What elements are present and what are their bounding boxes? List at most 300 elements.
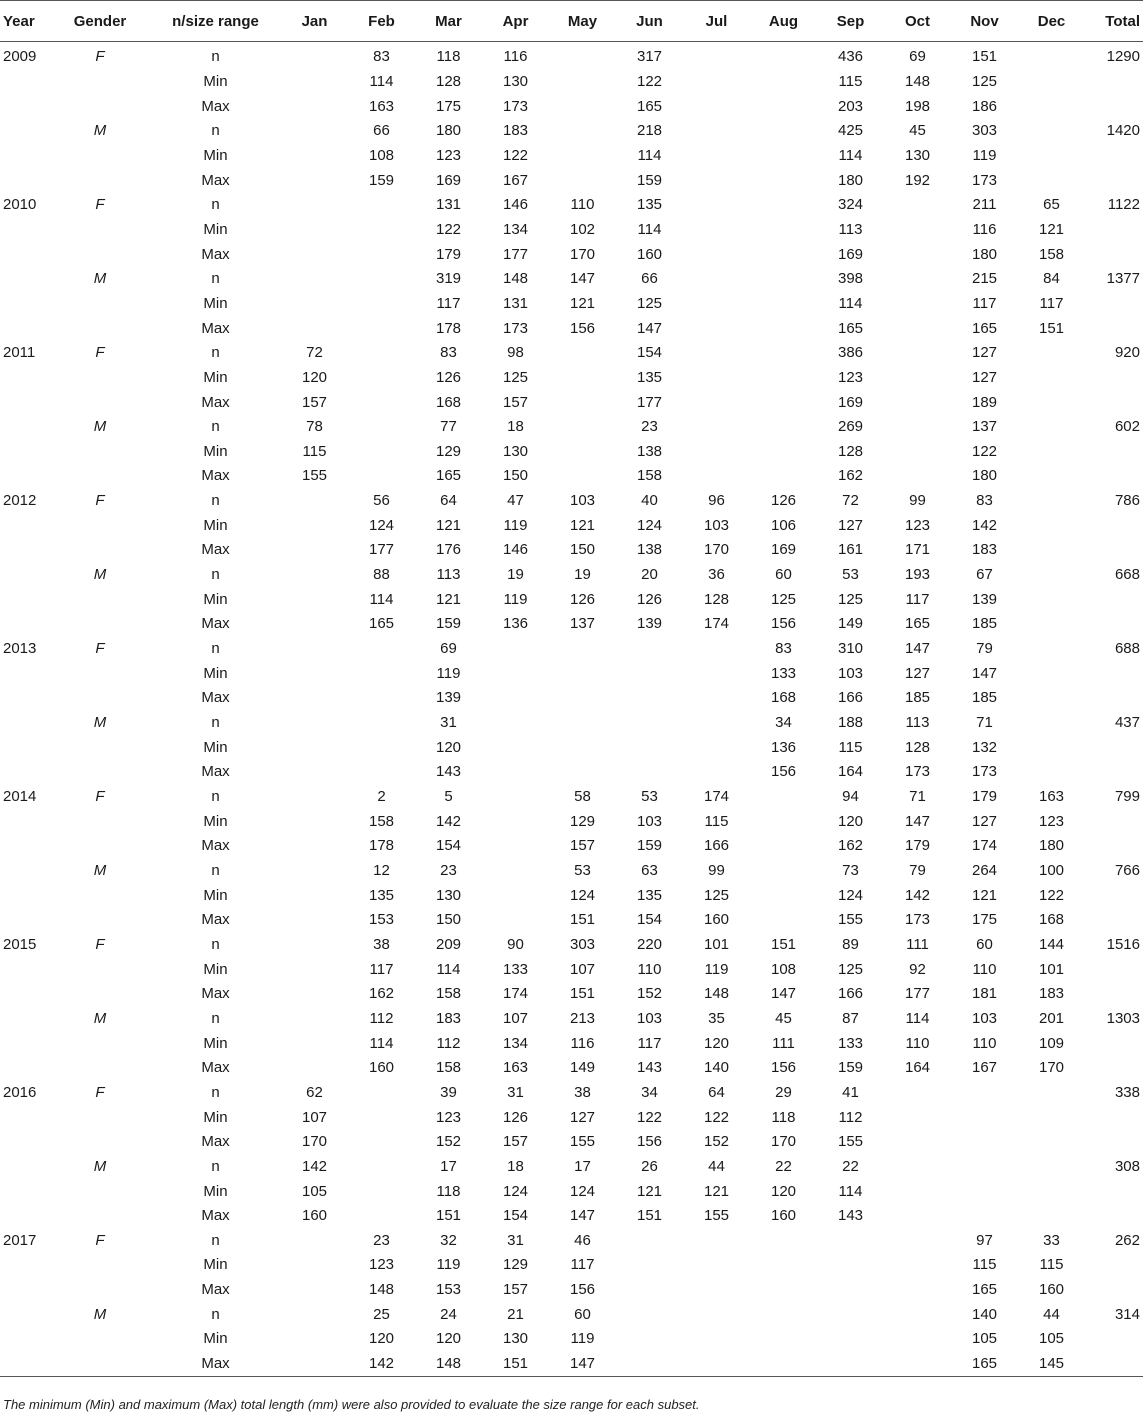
value-cell: 177 (636, 393, 663, 411)
value-cell (750, 415, 817, 440)
value-cell: 112 (838, 1108, 863, 1126)
column-header: Jan (281, 1, 348, 42)
value-cell (951, 1155, 1018, 1180)
value-cell: 19 (507, 566, 524, 584)
total-cell (1085, 809, 1143, 834)
value-cell: 103 (569, 492, 596, 510)
year-cell (0, 957, 50, 982)
value-cell: 44 (1043, 1305, 1060, 1323)
value-cell (549, 415, 616, 440)
value-cell: 183 (502, 122, 529, 140)
value-cell (750, 218, 817, 243)
value-cell: 142 (971, 516, 998, 534)
table-row (0, 1179, 1143, 1204)
value-cell: 167 (502, 171, 529, 189)
table-row (0, 785, 1143, 810)
gender-cell (50, 538, 150, 563)
column-header: Feb (348, 1, 415, 42)
total-cell (1085, 760, 1143, 785)
value-cell: 174 (703, 615, 730, 633)
table-row (0, 834, 1143, 859)
table-row (0, 587, 1143, 612)
value-cell (482, 908, 549, 933)
value-cell: 71 (909, 788, 926, 806)
total-cell (1085, 94, 1143, 119)
value-cell: 146 (502, 541, 529, 559)
value-cell: 106 (770, 516, 797, 534)
value-cell: 127 (904, 664, 931, 682)
value-cell: 156 (569, 319, 596, 337)
value-cell (1018, 563, 1085, 588)
value-cell: 178 (368, 837, 395, 855)
value-cell: 147 (569, 1207, 596, 1225)
value-cell (683, 1352, 750, 1377)
value-cell (616, 735, 683, 760)
value-cell: 125 (502, 368, 529, 386)
value-cell: 39 (440, 1083, 457, 1101)
value-cell (281, 1007, 348, 1032)
year-cell (0, 1007, 50, 1032)
gender-cell: F (95, 344, 105, 362)
value-cell: 114 (369, 590, 394, 608)
value-cell: 135 (368, 886, 395, 904)
value-cell: 26 (641, 1157, 658, 1175)
value-cell: 186 (971, 97, 998, 115)
total-cell (1085, 292, 1143, 317)
value-cell: 131 (435, 196, 462, 214)
value-cell: 166 (837, 985, 864, 1003)
value-cell: 123 (1038, 812, 1065, 830)
value-cell: 188 (837, 714, 864, 732)
value-cell (281, 957, 348, 982)
measure-cell: Min (203, 1034, 228, 1052)
gender-cell (50, 168, 150, 193)
table-row (0, 760, 1143, 785)
value-cell: 178 (435, 319, 462, 337)
value-cell: 110 (972, 1034, 997, 1052)
column-header: May (549, 1, 616, 42)
gender-cell: F (95, 788, 105, 806)
table-row (0, 711, 1143, 736)
value-cell: 114 (905, 1009, 930, 1027)
value-cell: 29 (775, 1083, 792, 1101)
value-cell (683, 415, 750, 440)
value-cell: 148 (703, 985, 730, 1003)
value-cell: 128 (837, 442, 864, 460)
value-cell: 154 (435, 837, 462, 855)
year-cell (0, 513, 50, 538)
value-cell: 143 (837, 1207, 864, 1225)
value-cell: 130 (502, 1330, 529, 1348)
total-cell: 338 (1114, 1083, 1140, 1101)
value-cell: 154 (636, 344, 663, 362)
value-cell (884, 366, 951, 391)
gender-cell (50, 809, 150, 834)
year-cell (0, 94, 50, 119)
year-cell (0, 464, 50, 489)
table-row (0, 1007, 1143, 1032)
value-cell: 203 (837, 97, 864, 115)
value-cell: 105 (301, 1182, 328, 1200)
year-cell (0, 711, 50, 736)
value-cell (482, 760, 549, 785)
value-cell: 174 (971, 837, 998, 855)
table-row (0, 144, 1143, 169)
value-cell (482, 883, 549, 908)
table-row (0, 193, 1143, 218)
value-cell (683, 119, 750, 144)
value-cell (281, 489, 348, 514)
value-cell: 156 (770, 763, 797, 781)
value-cell (1018, 440, 1085, 465)
value-cell: 140 (703, 1059, 730, 1077)
table-row (0, 1327, 1143, 1352)
value-cell: 124 (502, 1182, 529, 1200)
column-header: Dec (1018, 1, 1085, 42)
value-cell: 173 (502, 319, 529, 337)
year-cell: 2014 (3, 788, 37, 806)
value-cell: 161 (837, 541, 864, 559)
total-cell: 1290 (1106, 48, 1140, 66)
gender-cell (50, 1179, 150, 1204)
value-cell: 72 (306, 344, 323, 362)
value-cell: 145 (1018, 1352, 1085, 1377)
value-cell (348, 1081, 415, 1106)
value-cell: 160 (368, 1059, 395, 1077)
value-cell: 147 (904, 812, 931, 830)
year-cell (0, 316, 50, 341)
value-cell: 185 (904, 689, 931, 707)
value-cell (281, 834, 348, 859)
value-cell: 58 (574, 788, 591, 806)
value-cell (683, 193, 750, 218)
value-cell (884, 390, 951, 415)
year-cell: 2010 (3, 196, 37, 214)
value-cell: 112 (369, 1009, 394, 1027)
table-row (0, 415, 1143, 440)
value-cell: 89 (842, 935, 859, 953)
table-row (0, 1253, 1143, 1278)
year-cell (0, 1056, 50, 1081)
value-cell (281, 563, 348, 588)
year-cell (0, 563, 50, 588)
value-cell (616, 686, 683, 711)
total-cell: 766 (1114, 861, 1140, 879)
value-cell (281, 859, 348, 884)
value-cell (281, 218, 348, 243)
gender-cell (50, 1278, 150, 1303)
value-cell: 139 (435, 689, 462, 707)
value-cell: 158 (435, 985, 462, 1003)
value-cell (750, 119, 817, 144)
total-cell (1085, 1352, 1143, 1377)
value-cell: 121 (435, 516, 462, 534)
total-cell (1085, 1056, 1143, 1081)
value-cell: 122 (435, 220, 462, 238)
value-cell: 120 (770, 1182, 797, 1200)
value-cell: 117 (972, 294, 997, 312)
value-cell: 163 (368, 97, 395, 115)
value-cell: 149 (837, 615, 864, 633)
value-cell: 110 (637, 960, 662, 978)
column-header: Jun (616, 1, 683, 42)
value-cell: 83 (440, 344, 457, 362)
value-cell (683, 711, 750, 736)
measure-cell: Max (201, 1207, 230, 1225)
value-cell (281, 908, 348, 933)
value-cell (884, 316, 951, 341)
total-cell (1085, 440, 1143, 465)
value-cell (750, 464, 817, 489)
value-cell: 72 (842, 492, 859, 510)
value-cell: 218 (636, 122, 663, 140)
measure-cell: Min (203, 960, 228, 978)
table-row (0, 1352, 1143, 1377)
value-cell: 142 (301, 1157, 328, 1175)
value-cell: 158 (1038, 245, 1065, 263)
value-cell (616, 1352, 683, 1377)
measure-cell: n (211, 48, 220, 66)
value-cell (1018, 661, 1085, 686)
year-cell (0, 908, 50, 933)
gender-cell: M (93, 861, 107, 879)
value-cell: 60 (574, 1305, 591, 1323)
gender-cell: F (95, 640, 105, 658)
column-header: Mar (415, 1, 482, 42)
total-cell (1085, 168, 1143, 193)
value-cell: 114 (637, 146, 662, 164)
value-cell: 69 (909, 48, 926, 66)
value-cell (616, 637, 683, 662)
value-cell (951, 1179, 1018, 1204)
value-cell (750, 168, 817, 193)
value-cell: 169 (837, 393, 864, 411)
value-cell (281, 982, 348, 1007)
table-row (0, 1031, 1143, 1056)
year-cell (0, 760, 50, 785)
value-cell: 179 (435, 245, 462, 263)
value-cell (616, 661, 683, 686)
total-cell: 786 (1114, 492, 1140, 510)
value-cell: 119 (503, 590, 528, 608)
value-cell: 122 (636, 1108, 663, 1126)
measure-cell: Min (203, 220, 228, 238)
gender-cell (50, 390, 150, 415)
value-cell: 47 (507, 492, 524, 510)
value-cell: 174 (703, 788, 730, 806)
value-cell (348, 242, 415, 267)
value-cell: 174 (502, 985, 529, 1003)
value-cell: 425 (837, 122, 864, 140)
value-cell: 165 (904, 615, 931, 633)
total-cell (1085, 735, 1143, 760)
value-cell: 118 (436, 1182, 461, 1200)
measure-cell: Min (203, 1256, 228, 1274)
value-cell (951, 1105, 1018, 1130)
value-cell: 157 (301, 393, 328, 411)
gender-cell (50, 1130, 150, 1155)
gender-cell (50, 1352, 150, 1377)
value-cell: 142 (435, 812, 462, 830)
value-cell: 173 (971, 763, 998, 781)
value-cell: 73 (842, 861, 859, 879)
measure-cell: Max (150, 1352, 281, 1377)
value-cell: 34 (775, 714, 792, 732)
value-cell: 211 (972, 196, 997, 214)
value-cell: 112 (436, 1034, 461, 1052)
value-cell (1018, 637, 1085, 662)
value-cell: 35 (708, 1009, 725, 1027)
value-cell (281, 785, 348, 810)
value-cell: 113 (905, 714, 930, 732)
value-cell: 45 (775, 1009, 792, 1027)
year-cell (0, 1155, 50, 1180)
year-cell: 2011 (3, 344, 36, 362)
value-cell: 129 (569, 812, 596, 830)
gender-cell (50, 1253, 150, 1278)
value-cell: 115 (302, 442, 327, 460)
total-cell: 1420 (1106, 122, 1140, 140)
value-cell: 183 (1038, 985, 1065, 1003)
value-cell (1018, 366, 1085, 391)
year-cell (0, 366, 50, 391)
value-cell (884, 1081, 951, 1106)
value-cell (683, 1302, 750, 1327)
value-cell: 120 (368, 1330, 395, 1348)
value-cell (1018, 464, 1085, 489)
value-cell (884, 292, 951, 317)
gender-cell: M (93, 566, 107, 584)
value-cell (1018, 587, 1085, 612)
value-cell (281, 637, 348, 662)
value-cell: 78 (306, 418, 323, 436)
value-cell (281, 242, 348, 267)
year-cell (0, 1105, 50, 1130)
value-cell (549, 70, 616, 95)
gender-cell (50, 760, 150, 785)
measure-cell: Min (203, 590, 228, 608)
value-cell (1018, 538, 1085, 563)
value-cell (683, 292, 750, 317)
table-row (0, 94, 1143, 119)
value-cell: 92 (909, 960, 926, 978)
table-row (0, 661, 1143, 686)
gender-cell (50, 242, 150, 267)
total-cell (1085, 661, 1143, 686)
value-cell (884, 1130, 951, 1155)
measure-cell: Max (201, 689, 230, 707)
value-cell: 173 (502, 97, 529, 115)
value-cell (549, 94, 616, 119)
measure-cell: Min (203, 886, 228, 904)
value-cell (281, 1278, 348, 1303)
value-cell: 107 (301, 1108, 328, 1126)
value-cell: 105 (971, 1330, 998, 1348)
value-cell: 124 (636, 516, 663, 534)
gender-cell (50, 735, 150, 760)
gender-cell: F (95, 48, 105, 66)
total-cell (1085, 538, 1143, 563)
value-cell (683, 464, 750, 489)
value-cell: 21 (507, 1305, 524, 1323)
value-cell (348, 267, 415, 292)
value-cell (683, 218, 750, 243)
total-cell (1085, 834, 1143, 859)
value-cell (1018, 686, 1085, 711)
value-cell: 155 (837, 911, 864, 929)
value-cell: 147 (569, 270, 596, 288)
value-cell: 151 (636, 1207, 663, 1225)
gender-cell (50, 366, 150, 391)
value-cell: 150 (569, 541, 596, 559)
value-cell: 126 (435, 368, 462, 386)
value-cell: 166 (837, 689, 864, 707)
value-cell (348, 1155, 415, 1180)
total-cell (1085, 587, 1143, 612)
value-cell: 53 (641, 788, 658, 806)
table-row (0, 637, 1143, 662)
table-row (0, 859, 1143, 884)
value-cell: 90 (507, 935, 524, 953)
measure-cell: n (211, 640, 220, 658)
value-cell: 126 (770, 492, 797, 510)
year-cell (0, 415, 50, 440)
value-cell (750, 440, 817, 465)
value-cell: 148 (502, 270, 529, 288)
value-cell (281, 587, 348, 612)
year-cell: 2016 (3, 1083, 37, 1101)
value-cell (348, 711, 415, 736)
total-cell: 1303 (1106, 1009, 1140, 1027)
measure-cell: n (211, 418, 220, 436)
value-cell (348, 218, 415, 243)
total-cell: 688 (1114, 640, 1140, 658)
value-cell (683, 168, 750, 193)
year-cell (0, 144, 50, 169)
value-cell (817, 1327, 884, 1352)
value-cell: 120 (837, 812, 864, 830)
value-cell: 100 (1038, 861, 1065, 879)
value-cell: 152 (435, 1133, 462, 1151)
year-cell (0, 612, 50, 637)
table-row (0, 168, 1143, 193)
value-cell: 31 (507, 1083, 524, 1101)
value-cell (884, 415, 951, 440)
total-cell (1085, 70, 1143, 95)
gender-cell (50, 218, 150, 243)
value-cell: 99 (708, 861, 725, 879)
value-cell: 66 (373, 122, 390, 140)
value-cell (616, 1278, 683, 1303)
value-cell: 133 (502, 960, 529, 978)
value-cell: 127 (971, 368, 998, 386)
value-cell: 143 (636, 1059, 663, 1077)
total-cell (1085, 1130, 1143, 1155)
value-cell: 159 (636, 171, 663, 189)
value-cell: 24 (440, 1305, 457, 1323)
year-cell (0, 834, 50, 859)
gender-cell (50, 661, 150, 686)
value-cell: 137 (569, 615, 596, 633)
measure-cell: n (211, 492, 220, 510)
value-cell: 173 (904, 911, 931, 929)
value-cell: 269 (837, 418, 864, 436)
value-cell: 117 (436, 294, 461, 312)
value-cell: 160 (703, 911, 730, 929)
value-cell (549, 661, 616, 686)
value-cell: 123 (368, 1256, 395, 1274)
table-row (0, 440, 1143, 465)
